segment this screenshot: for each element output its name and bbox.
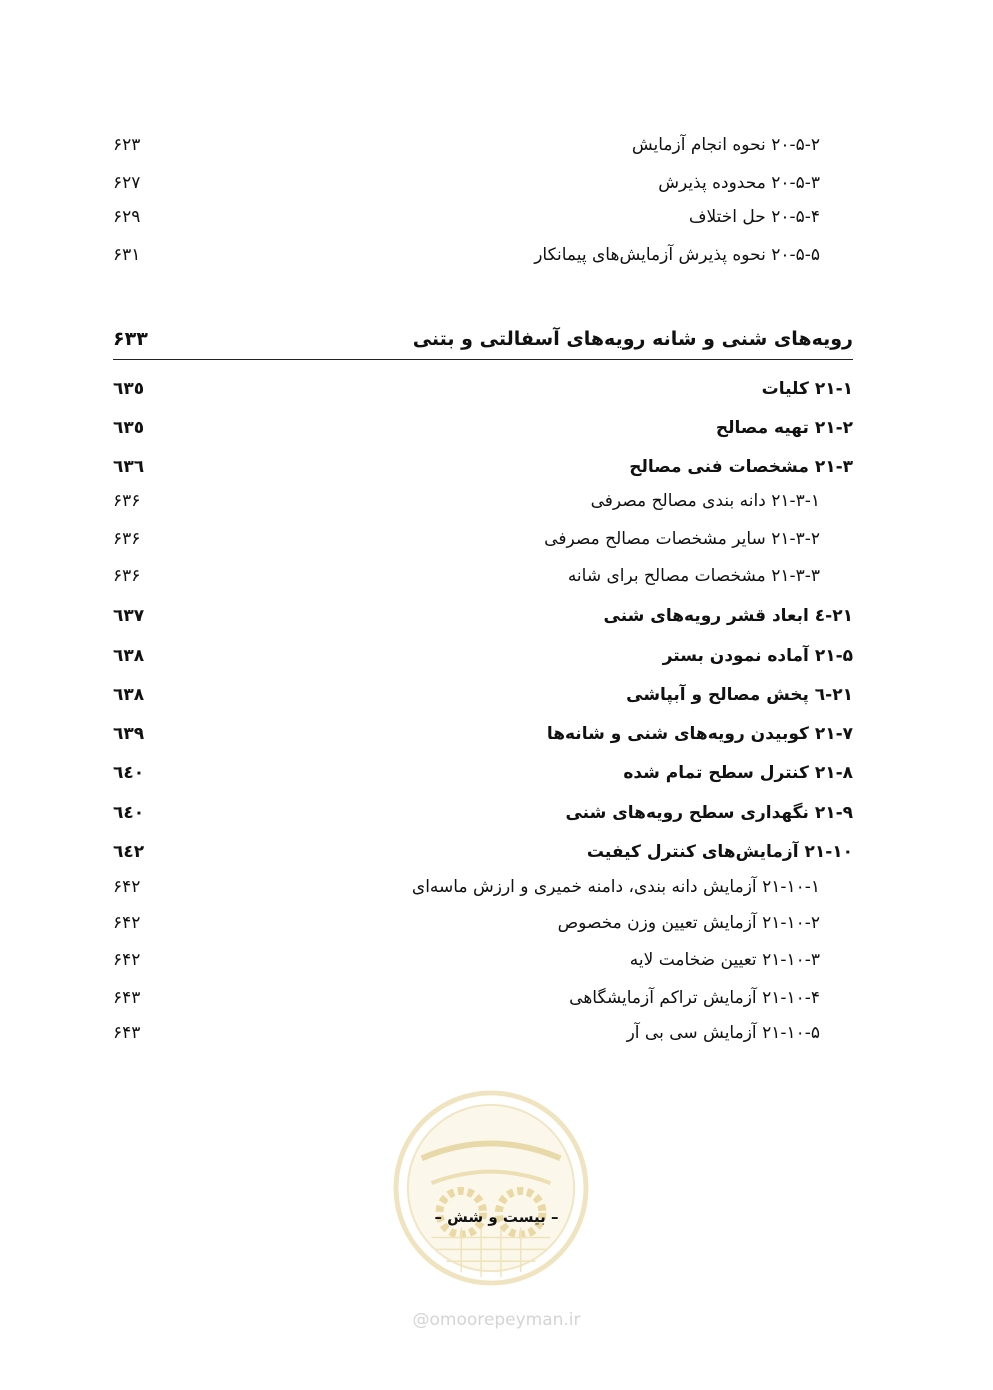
toc-subsection[interactable] <box>113 904 853 942</box>
toc-entry-title: ۲۱-۳-۳ مشخصات مصالح برای شانه <box>567 566 820 586</box>
toc-entry-page: ۶۲۳ <box>113 135 141 155</box>
toc-section[interactable] <box>113 754 853 792</box>
toc-entry-title: ۲۱-۱۰-۳ تعیین ضخامت لایه <box>629 950 820 970</box>
toc-section[interactable] <box>113 715 853 753</box>
toc-entry-page: ٦٣٧ <box>113 606 145 626</box>
toc-entry-page: ۶۴۲ <box>113 950 141 970</box>
toc-entry-title: ۲۱-٦ پخش مصالح و آبپاشی <box>626 685 853 705</box>
toc-entry-title: ۲۰-۵-۵ نحوه پذیرش آزمایش‌های پیمانکار <box>534 245 820 265</box>
toc-chapter-heading[interactable] <box>113 320 853 358</box>
table-of-contents <box>113 0 853 1390</box>
toc-entry-title: ۲۱-۳-۱ دانه بندی مصالح مصرفی <box>590 491 820 511</box>
toc-entry-title: ۲۱-۸ کنترل سطح تمام شده <box>623 763 853 783</box>
toc-entry-page: ۶۴۲ <box>113 913 141 933</box>
toc-entry-title: ۲۱-۷ کوبیدن رویه‌های شنی و شانه‌ها <box>546 724 853 744</box>
toc-entry-page: ٦٤٢ <box>113 842 145 862</box>
toc-section[interactable] <box>113 794 853 832</box>
toc-section[interactable] <box>113 409 853 447</box>
chapter-divider <box>113 359 853 360</box>
toc-subsection[interactable] <box>113 557 853 595</box>
toc-entry-page: ۶۳۱ <box>113 245 141 265</box>
toc-entry-page: ٦٣٨ <box>113 646 145 666</box>
toc-entry-page: ٦٤٠ <box>113 803 145 823</box>
toc-entry-title: ۲۱-۱۰-۱ آزمایش دانه بندی، دامنه خمیری و ارزش ماسه‌ای <box>411 877 820 897</box>
toc-section[interactable] <box>113 597 853 635</box>
toc-entry-page: ۶۳۶ <box>113 491 141 511</box>
toc-entry-page: ٦٣٩ <box>113 724 145 744</box>
toc-entry-page: ۶۴۳ <box>113 988 141 1008</box>
toc-entry-title: ۲۱-۲ تهیه مصالح <box>715 418 853 438</box>
toc-entry[interactable] <box>113 236 853 274</box>
toc-entry-page: ۶۳۶ <box>113 566 141 586</box>
toc-entry-page: ۶۲۷ <box>113 173 141 193</box>
toc-subsection[interactable] <box>113 520 853 558</box>
toc-subsection[interactable] <box>113 941 853 979</box>
toc-entry-title: ۲۱-۱۰-۵ آزمایش سی بی آر <box>626 1023 820 1043</box>
toc-entry-page: ٦٣٦ <box>113 457 145 477</box>
toc-subsection[interactable] <box>113 868 853 906</box>
toc-entry-title: ۲۱-۳ مشخصات فنی مصالح <box>629 457 853 477</box>
toc-entry-title: ۲۱-۱ کلیات <box>761 379 853 399</box>
toc-entry-page: ٦٣٥ <box>113 418 145 438</box>
watermark-url: @omoorepeyman.ir <box>412 1310 581 1330</box>
toc-entry-title: ۲۱-۱۰ آزمایش‌های کنترل کیفیت <box>586 842 853 862</box>
toc-entry-page: ٦٣٨ <box>113 685 145 705</box>
toc-subsection[interactable] <box>113 482 853 520</box>
toc-entry-title: ۲۱-۳-۲ سایر مشخصات مصالح مصرفی <box>544 529 820 549</box>
toc-entry-title: ۲۱-٤ ابعاد قشر رویه‌های شنی <box>603 606 853 626</box>
toc-section[interactable] <box>113 448 853 486</box>
chapter-page: ۶۳۳ <box>113 328 148 350</box>
toc-entry-title: ۲۰-۵-۴ حل اختلاف <box>688 207 820 227</box>
toc-subsection[interactable] <box>113 979 853 1017</box>
toc-entry-page: ۶۴۲ <box>113 877 141 897</box>
toc-entry[interactable] <box>113 198 853 236</box>
toc-entry-title: ۲۱-۹ نگهداری سطح رویه‌های شنی <box>565 803 853 823</box>
toc-section[interactable] <box>113 833 853 871</box>
toc-entry-title: ۲۱-۵ آماده نمودن بستر <box>662 646 853 666</box>
toc-entry-title: ۲۰-۵-۲ نحوه انجام آزمایش <box>631 135 820 155</box>
toc-entry-page: ۶۲۹ <box>113 207 141 227</box>
toc-entry[interactable] <box>113 126 853 164</box>
toc-entry[interactable] <box>113 164 853 202</box>
toc-entry-title: ۲۰-۵-۳ محدوده پذیرش <box>658 173 820 193</box>
toc-entry-page: ٦٤٠ <box>113 763 145 783</box>
toc-entry-title: ۲۱-۱۰-۲ آزمایش تعیین وزن مخصوص <box>557 913 820 933</box>
page-number-label: – بیست و شش – <box>434 1208 559 1226</box>
toc-entry-title: ۲۱-۱۰-۴ آزمایش تراکم آزمایشگاهی <box>569 988 820 1008</box>
toc-entry-page: ۶۴۳ <box>113 1023 141 1043</box>
toc-subsection[interactable] <box>113 1014 853 1052</box>
toc-section[interactable] <box>113 676 853 714</box>
toc-section[interactable] <box>113 637 853 675</box>
toc-section[interactable] <box>113 370 853 408</box>
toc-entry-page: ۶۳۶ <box>113 529 141 549</box>
toc-entry-page: ٦٣٥ <box>113 379 145 399</box>
chapter-title: رویه‌های شنی و شانه رویه‌های آسفالتی و بتنی <box>412 328 853 350</box>
